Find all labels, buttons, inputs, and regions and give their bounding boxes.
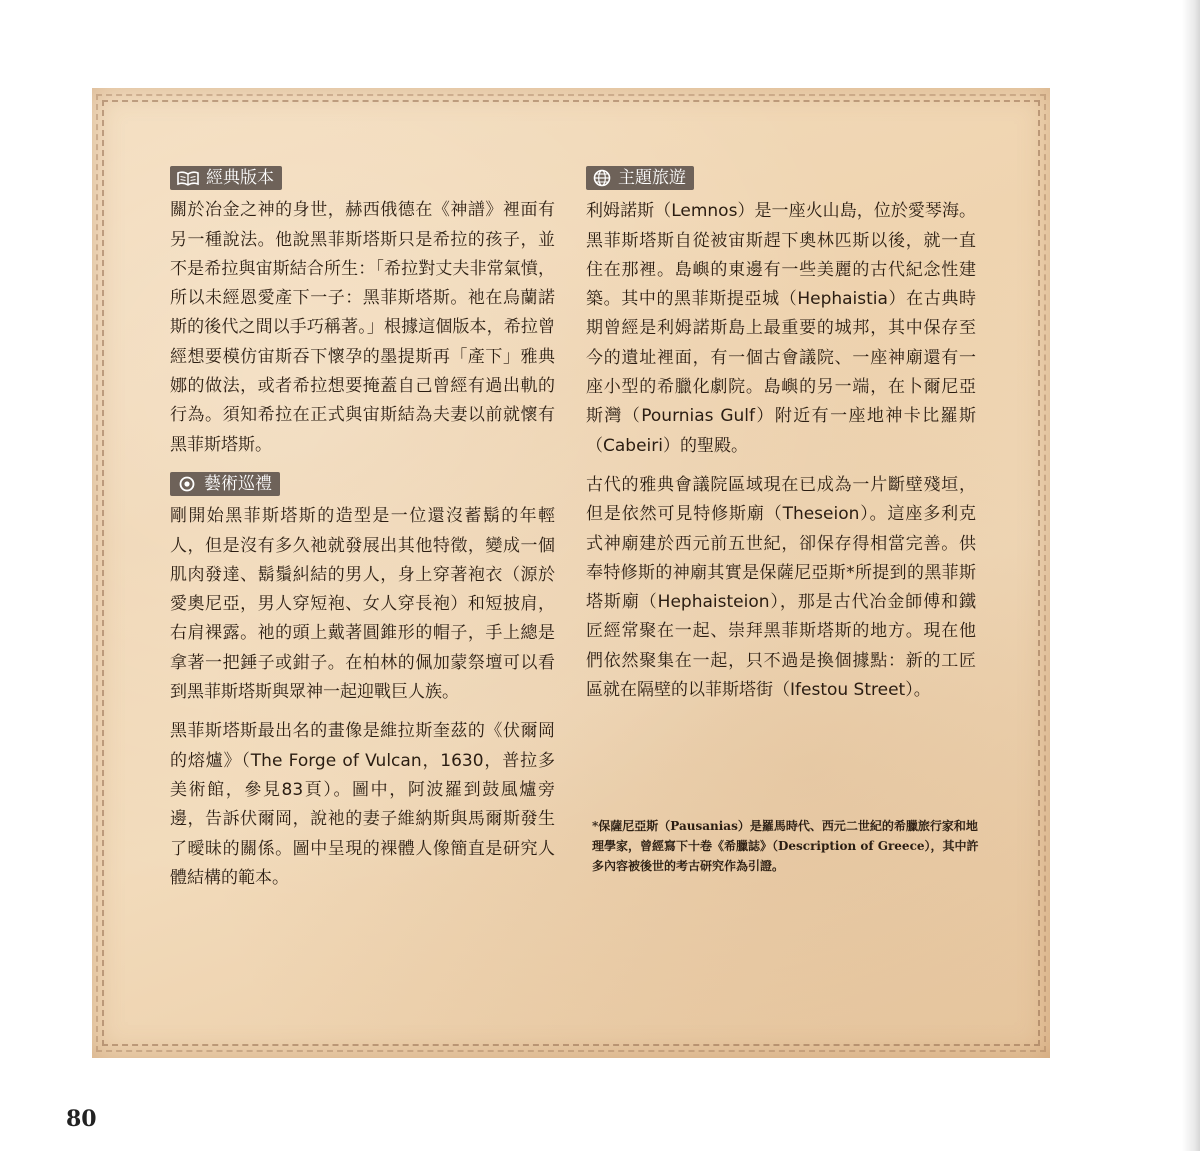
section-title: 經典版本 — [206, 168, 274, 188]
eye-icon — [176, 476, 198, 492]
right-column — [586, 166, 976, 705]
section-title: 主題旅遊 — [618, 168, 686, 188]
page-number: 80 — [66, 1106, 97, 1132]
theme-travel-paragraph-2: 古代的雅典會議院區域現在已成為一片斷壁殘垣，但是依然可見特修斯廟（Theseion）。這座多利克式神廟建於西元前五世紀，卻保存得相當完善。供奉特修斯的神廟其實是保薩尼亞斯*所提到的黑菲斯塔斯廟（Hephaisteion），那是古代冶金師傅和鐵匠經常聚在一起、崇拜黑菲斯塔斯的地方。現在他們依然聚集在一起，只不過是換個據點：新的工匠區就在隔壁的以菲斯塔街（Ifestou Street）。 — [586, 474, 976, 701]
section-header-classic-version — [170, 166, 282, 190]
footnote: *保薩尼亞斯（Pausanias）是羅馬時代、西元二世紀的希臘旅行家和地理學家，曾經寫下十卷《希臘誌》（Description of Greece），其中許多內容被後世的考古研究作為引證。 — [592, 819, 979, 873]
book-icon — [176, 170, 200, 186]
section-header-theme-travel — [586, 166, 694, 190]
left-column — [170, 166, 555, 893]
globe-icon — [592, 169, 612, 187]
classic-version-paragraph: 關於冶金之神的身世，赫西俄德在《神譜》裡面有另一種說法。他說黑菲斯塔斯只是希拉的孩子，並不是希拉與宙斯結合所生：「希拉對丈夫非常氣憤，所以未經恩愛產下一子：黑菲斯塔斯。祂在烏蘭諾斯的後代之間以手巧稱著。」根據這個版本，希拉曾經想要模仿宙斯吞下懷孕的墨提斯再「產下」雅典娜的做法，或者希拉想要掩蓋自己曾經有過出軌的行為。須知希拉在正式與宙斯結為夫妻以前就懷有黑菲斯塔斯。 — [170, 200, 555, 455]
section-title: 藝術巡禮 — [204, 473, 272, 494]
art-tour-paragraph-2: 黑菲斯塔斯最出名的畫像是維拉斯奎茲的《伏爾岡的熔爐》（The Forge of Vulcan，1630，普拉多美術館，參見83頁）。圖中，阿波羅到鼓風爐旁邊，告訴伏爾岡，說祂的妻子維納斯與馬爾斯發生了曖昧的關係。圖中呈現的裸體人像簡直是研究人體結構的範本。 — [170, 721, 555, 888]
art-tour-paragraph-1: 剛開始黑菲斯塔斯的造型是一位還沒蓄鬍的年輕人，但是沒有多久祂就發展出其他特徵，變成一個肌肉發達、鬍鬚糾結的男人，身上穿著袍衣（源於愛奧尼亞，男人穿短袍、女人穿長袍）和短披肩，右肩裸露。祂的頭上戴著圓錐形的帽子，手上總是拿著一把錘子或鉗子。在柏林的佩加蒙祭壇可以看到黑菲斯塔斯與眾神一起迎戰巨人族。 — [170, 506, 555, 703]
page-edge-shadow — [1182, 0, 1200, 1151]
parchment-panel — [92, 88, 1050, 1058]
theme-travel-paragraph-1: 利姆諾斯（Lemnos）是一座火山島，位於愛琴海。黑菲斯塔斯自從被宙斯趕下奧林匹斯以後，就一直住在那裡。島嶼的東邊有一些美麗的古代紀念性建築。其中的黑菲斯提亞城（Hephaistia）在古典時期曾經是利姆諾斯島上最重要的城邦，其中保存至今的遺址裡面，有一個古會議院、一座神廟還有一座小型的希臘化劇院。島嶼的另一端，在卜爾尼亞斯灣（Pournias Gulf）附近有一座地神卡比羅斯（Cabeiri）的聖殿。 — [586, 201, 976, 456]
section-header-art-tour — [170, 472, 280, 496]
